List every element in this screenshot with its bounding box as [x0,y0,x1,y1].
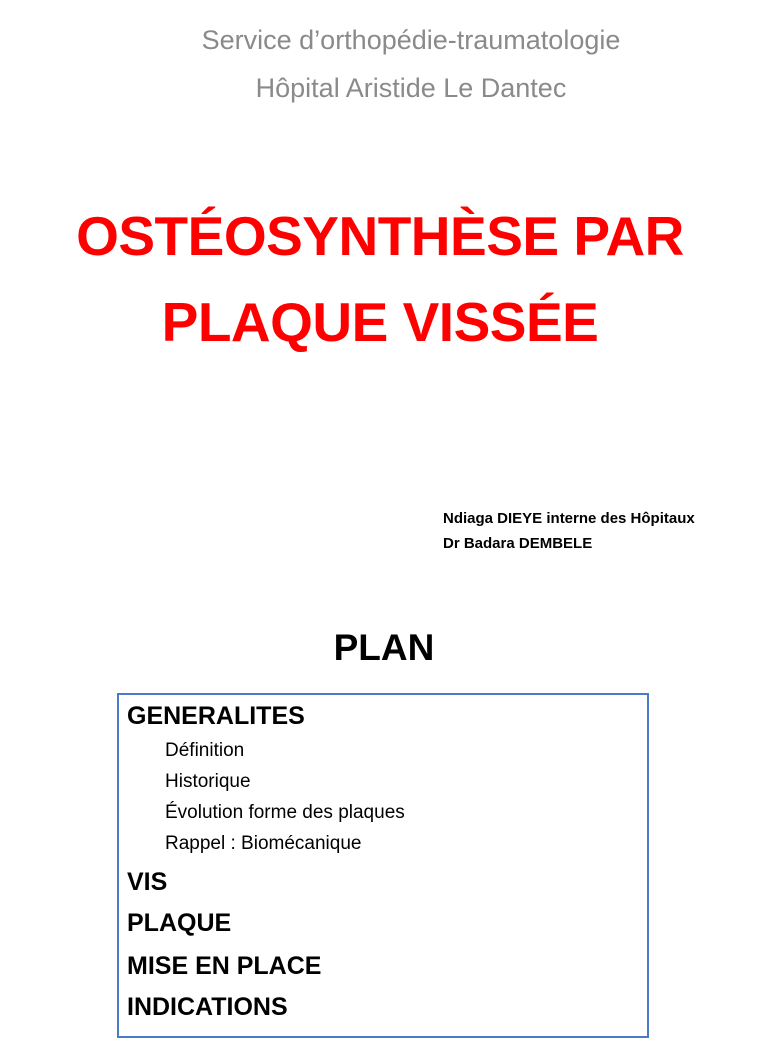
plan-section-mise-en-place: MISE EN PLACE [127,952,322,980]
plan-subsection-evolution: Évolution forme des plaques [165,802,405,823]
plan-section-plaque: PLAQUE [127,909,232,937]
department-name: Service d’orthopédie-traumatologie [201,25,621,55]
plan-section-indications: INDICATIONS [127,993,288,1021]
plan-heading: PLAN [333,627,435,668]
plan-subsection-historique: Historique [165,771,251,792]
plan-subsection-biomecanique: Rappel : Biomécanique [165,833,362,854]
document-title-line-2: PLAQUE VISSÉE [161,291,599,353]
plan-section-generalites: GENERALITES [127,702,305,730]
hospital-name: Hôpital Aristide Le Dantec [255,73,567,103]
plan-outline-box [117,693,649,1038]
plan-section-vis: VIS [127,868,168,896]
author-2: Dr Badara DEMBELE [443,535,593,552]
author-1: Ndiaga DIEYE interne des Hôpitaux [443,510,695,527]
plan-subsection-definition: Définition [165,740,245,761]
document-title-line-1: OSTÉOSYNTHÈSE PAR [76,205,684,267]
